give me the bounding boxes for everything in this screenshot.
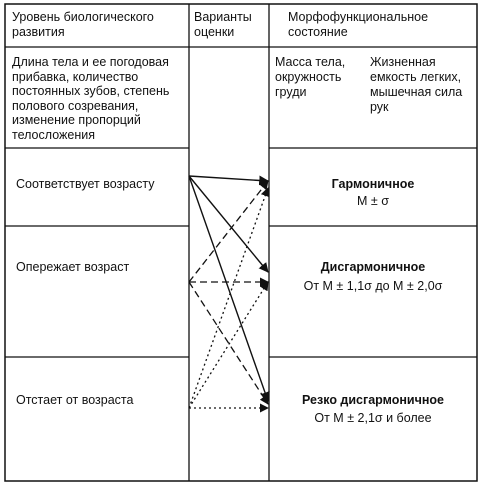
header-state: Морфофункциональное состояние (288, 10, 429, 39)
arrows-level-3 (189, 188, 268, 408)
header-level: Уровень биологического развития (12, 10, 154, 39)
header-variants: Варианты оценки (194, 10, 252, 39)
criteria-mass: Масса тела, окружность груди (275, 55, 346, 99)
state-3-title: Резко дисгармоничное (302, 393, 444, 407)
level-1-label: Соответствует возрасту (16, 177, 155, 191)
state-2-title: Дисгармоничное (320, 260, 426, 274)
criteria-lungs: Жизненная емкость легких, мышечная сила рук (370, 55, 463, 114)
state-1-title: Гармоничное (331, 177, 415, 191)
level-3-label: Отстает от возраста (16, 393, 134, 407)
state-2-formula: От M ± 1,1σ до M ± 2,0σ (303, 279, 443, 293)
arrows-level-1 (189, 176, 268, 401)
arrows-level-2 (189, 181, 268, 404)
state-1-formula: M ± σ (357, 194, 389, 208)
criteria-left: Длина тела и ее погодовая прибавка, количество постоянных зубов, степень полового созревания, изменение пропорций телосложения (12, 55, 170, 142)
level-2-label: Опережает возраст (16, 260, 130, 274)
state-3-formula: От M ± 2,1σ и более (314, 411, 432, 425)
